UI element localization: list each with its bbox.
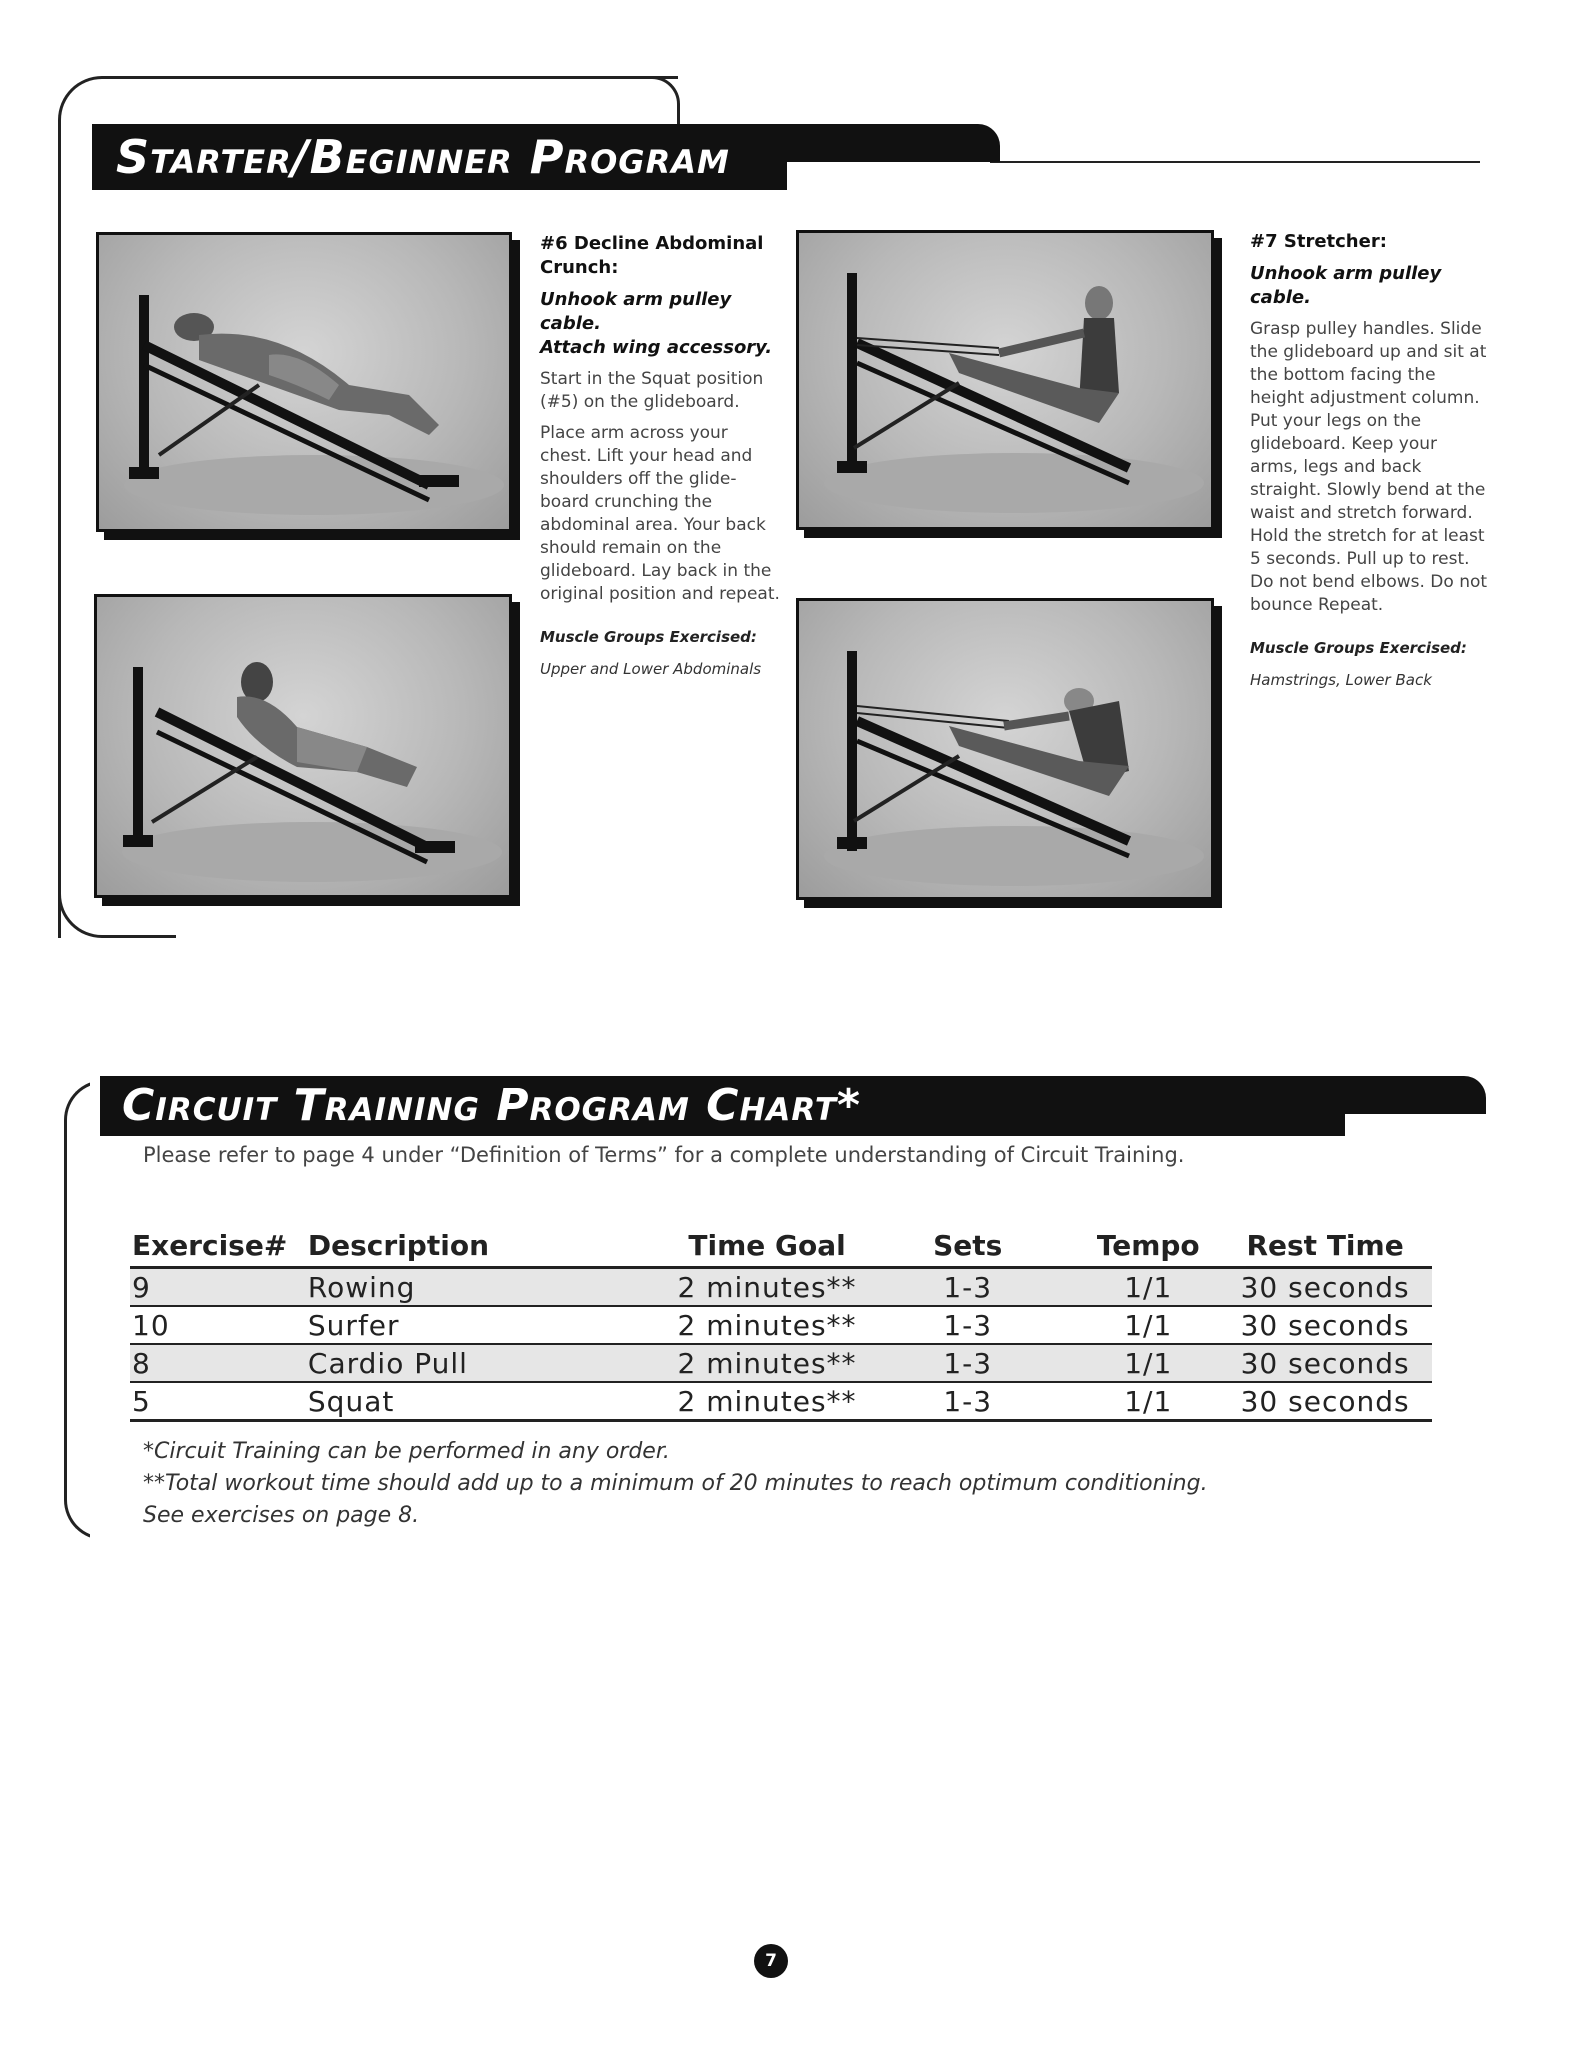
cell-description: Squat [308,1382,677,1421]
machine-illustration [799,233,1211,527]
chart-header-row [130,1226,1432,1268]
cell-time-goal: 2 minutes** [677,1382,857,1421]
exercise-6-instruction-1: Unhook arm pulley cable. [540,289,732,334]
cell-rest-time: 30 seconds [1218,1306,1432,1344]
table-row [130,1268,1432,1307]
cell-time-goal: 2 minutes** [677,1268,857,1307]
header-rest-time: Rest Time [1218,1226,1432,1268]
exercise-6-text [540,232,780,680]
cell-exercise: 8 [130,1344,308,1382]
photo-stretcher-forward [796,598,1214,900]
cell-sets: 1-3 [857,1344,1078,1382]
header-exercise: Exercise# [130,1226,308,1268]
cell-description: Rowing [308,1268,677,1307]
exercise-7-muscles: Hamstrings, Lower Back [1250,671,1432,689]
cell-description: Cardio Pull [308,1344,677,1382]
section-title-starter: Starter/Beginner Program [92,124,787,190]
machine-illustration [97,597,509,895]
cell-rest-time: 30 seconds [1218,1344,1432,1382]
exercise-7-instruction: Unhook arm pulley cable. [1250,263,1442,308]
cell-sets: 1-3 [857,1268,1078,1307]
heading-rule [990,161,1480,163]
table-row [130,1344,1432,1382]
note-see-page: See exercises on page 8. [143,1503,420,1528]
table-row [130,1306,1432,1344]
exercise-7-muscle-title: Muscle Groups Exercised: [1250,639,1467,657]
cell-tempo: 1/1 [1078,1344,1218,1382]
exercise-6-title: #6 Decline Abdominal Crunch: [540,233,764,278]
photo-stretcher-start [796,230,1214,530]
exercise-6-muscles: Upper and Lower Abdominals [540,660,762,678]
cell-exercise: 10 [130,1306,308,1344]
exercise-7-text [1250,230,1490,691]
cell-description: Surfer [308,1306,677,1344]
heading-tab [760,124,1000,162]
cell-tempo: 1/1 [1078,1268,1218,1307]
photo-decline-crunch-up [94,594,512,898]
cell-rest-time: 30 seconds [1218,1268,1432,1307]
note-any-order: *Circuit Training can be performed in any order. [143,1439,670,1464]
machine-illustration [99,235,509,529]
section-title-circuit: Circuit Training Program Chart* [100,1076,1345,1136]
exercise-6-muscle-title: Muscle Groups Exercised: [540,628,757,646]
header-tempo: Tempo [1078,1226,1218,1268]
header-sets: Sets [857,1226,1078,1268]
circuit-intro: Please refer to page 4 under “Definition of Terms” for a complete understanding of Circuit Training. [143,1143,1185,1167]
note-total-time: **Total workout time should add up to a minimum of 20 minutes to reach optimum conditioning. [143,1471,1208,1496]
header-description: Description [308,1226,677,1268]
exercise-6-body-1: Start in the Squat position (#5) on the glideboard. [540,369,764,412]
page-number: 7 [754,1944,788,1978]
cell-time-goal: 2 minutes** [677,1306,857,1344]
cell-sets: 1-3 [857,1382,1078,1421]
header-time-goal: Time Goal [677,1226,857,1268]
exercise-6-body-2: Place arm across your chest. Lift your head and shoulders off the glide-board crunching the abdominal area. Your back should remain on the glideboard. Lay back in the original position and repeat. [540,423,780,604]
machine-illustration [799,601,1211,897]
cell-exercise: 9 [130,1268,308,1307]
exercise-6-instruction-2: Attach wing accessory. [540,337,773,358]
photo-decline-crunch-start [96,232,512,532]
circuit-chart [130,1226,1432,1422]
cell-time-goal: 2 minutes** [677,1344,857,1382]
exercise-7-body: Grasp pulley handles. Slide the glideboard up and sit at the bottom facing the height adjustment column. Put your legs on the glideboard. Keep your arms, legs and back straight. Slowly bend at the waist and stretch forward. Hold the stretch for at least 5 seconds. Pull up to rest. Do not bend elbows. Do not bounce Repeat. [1250,319,1488,615]
cell-tempo: 1/1 [1078,1306,1218,1344]
cell-exercise: 5 [130,1382,308,1421]
chart-notes [143,1436,1208,1532]
cell-tempo: 1/1 [1078,1382,1218,1421]
exercise-7-title: #7 Stretcher: [1250,231,1387,252]
cell-rest-time: 30 seconds [1218,1382,1432,1421]
cell-sets: 1-3 [857,1306,1078,1344]
table-row [130,1382,1432,1421]
